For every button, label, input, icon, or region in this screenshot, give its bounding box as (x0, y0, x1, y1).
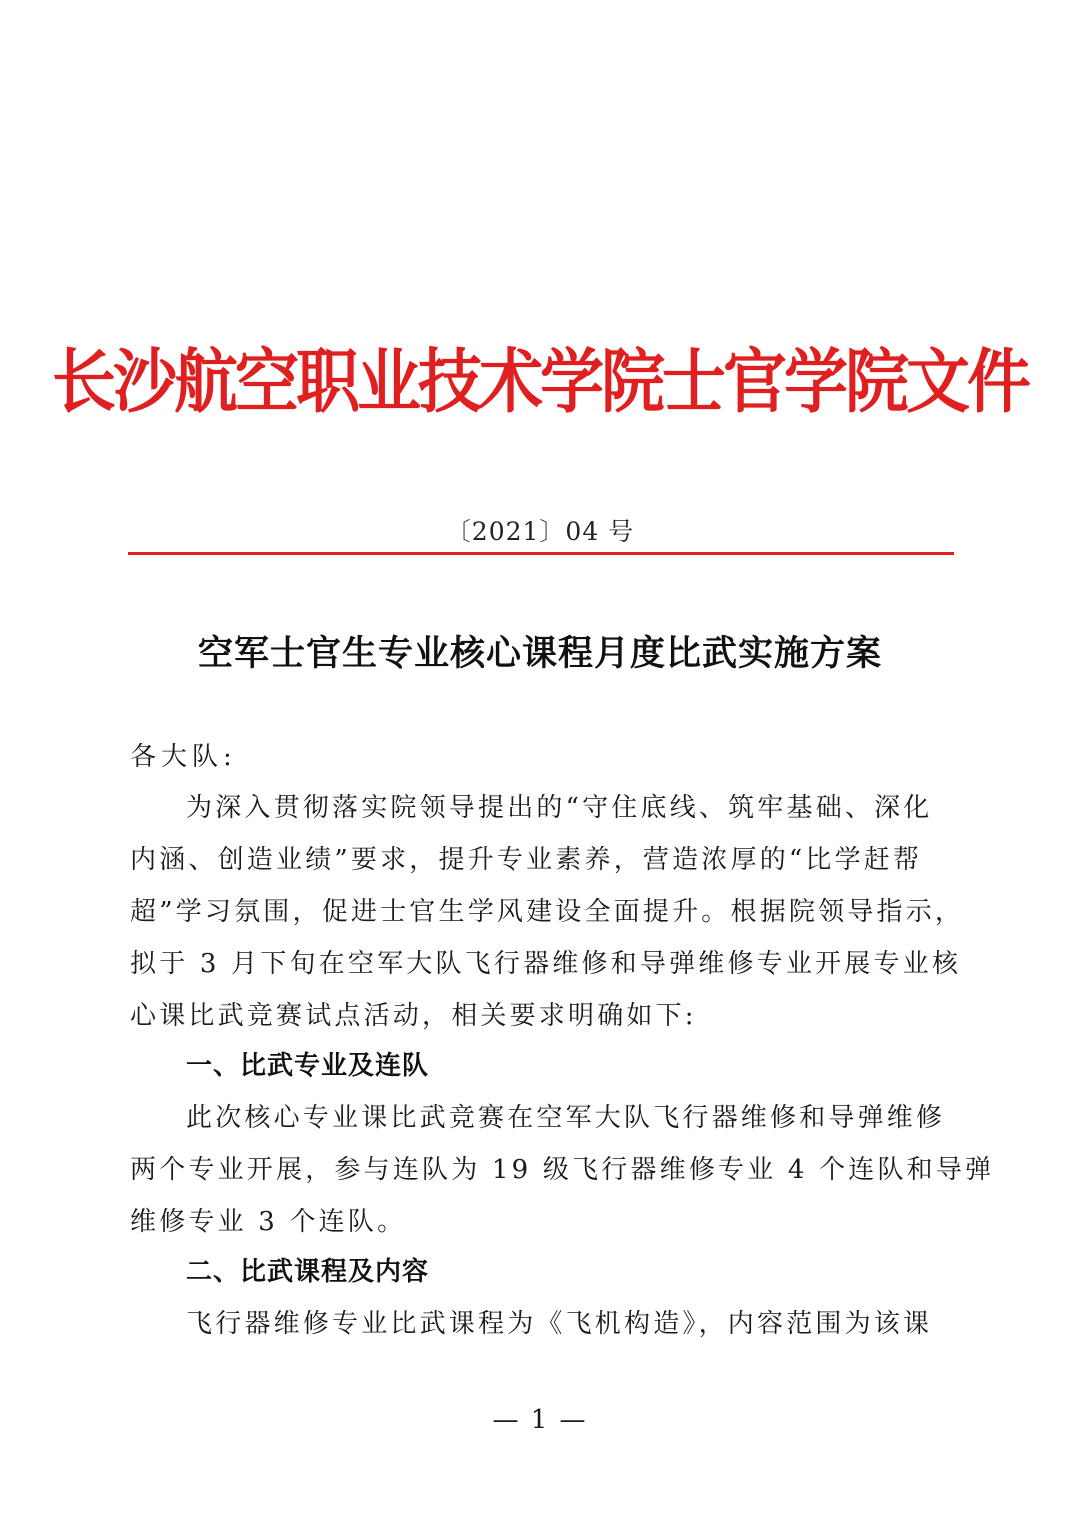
paragraph-line: 两个专业开展，参与连队为 19 级飞行器维修专业 4 个连队和导弹 (130, 1155, 995, 1185)
section-heading: 二、比武课程及内容 (186, 1257, 430, 1287)
salutation: 各大队: (130, 742, 237, 772)
paragraph-line: 心课比武竞赛试点活动，相关要求明确如下: (130, 1001, 697, 1031)
paragraph-line: 飞行器维修专业比武课程为《飞机构造》，内容范围为该课 (186, 1309, 933, 1339)
paragraph-line: 为深入贯彻落实院领导提出的“守住底线、筑牢基础、深化 (186, 793, 933, 823)
paragraph-line: 此次核心专业课比武竞赛在空军大队飞行器维修和导弹维修 (186, 1103, 946, 1133)
issuer-header-title: 长沙航空职业技术学院士官学院文件 (52, 341, 1028, 423)
paragraph-line: 超”学习氛围，促进士官生学风建设全面提升。根据院领导指示， (130, 897, 965, 927)
paragraph-line: 维修专业 3 个连队。 (130, 1207, 407, 1237)
paragraph-line: 内涵、创造业绩”要求，提升专业素养，营造浓厚的“比学赶帮 (130, 845, 923, 875)
document-number: 〔2021〕04 号 (445, 517, 635, 546)
paragraph-line: 拟于 3 月下旬在空军大队飞行器维修和导弹维修专业开展专业核 (130, 949, 962, 979)
document-title: 空军士官生专业核心课程月度比武实施方案 (197, 633, 882, 674)
red-divider-line (128, 552, 954, 555)
page-number: — 1 — (492, 1405, 588, 1435)
section-heading: 一、比武专业及连队 (186, 1051, 430, 1081)
